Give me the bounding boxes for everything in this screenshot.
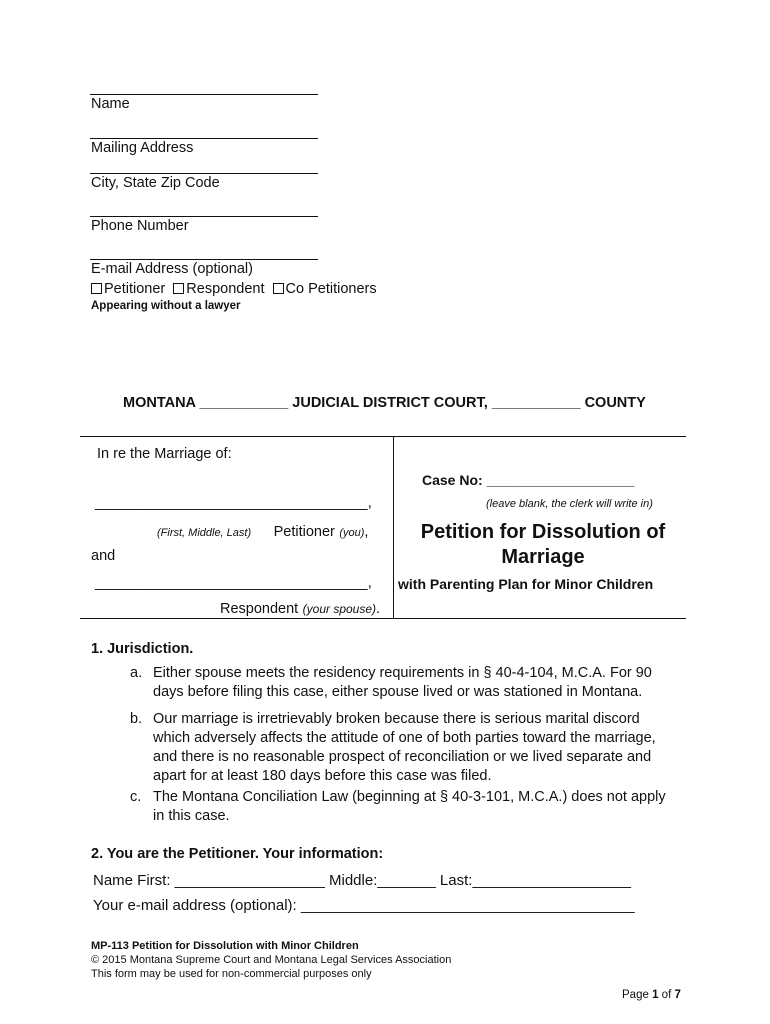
respondent-hint: (your spouse) <box>302 602 377 616</box>
mailing-address-line[interactable] <box>90 138 318 139</box>
appearing-note: Appearing without a lawyer <box>91 300 241 312</box>
case-number-blank[interactable]: ___________________ <box>486 472 635 488</box>
form-id: MP-113 Petition for Dissolution with Minor Children <box>91 940 359 952</box>
caption-divider <box>393 436 394 618</box>
case-number <box>422 472 635 488</box>
title-line-2: Marriage <box>501 546 585 568</box>
respondent-option[interactable]: Respondent <box>173 281 264 297</box>
phone-label: Phone Number <box>91 218 189 234</box>
respondent-name-line[interactable]: _________________________________, <box>95 575 372 591</box>
section-1-item-c: c. The Montana Conciliation Law (beginning at § 40-3-101, M.C.A.) does not apply in this case. <box>130 789 666 824</box>
phone-line[interactable] <box>90 216 318 217</box>
mailing-address-label: Mailing Address <box>91 140 194 156</box>
section-1-heading: 1. Jurisdiction. <box>91 641 194 657</box>
city-state-zip-label: City, State Zip Code <box>91 175 220 191</box>
petitioner-name-line[interactable]: _________________________________, <box>95 495 372 511</box>
petitioner-label: Petitioner <box>273 524 335 540</box>
name-line[interactable] <box>90 94 318 95</box>
section-1-item-b: b. Our marriage is irretrievably broken because there is serious marital discord which adversely affects the attitude of one of both parties toward the marriage, and there is no reasonable prospect of reconciliation or we lived separate and apart for at least 180 days before this case was filed. <box>130 711 656 784</box>
petitioner-email-row[interactable]: Your e-mail address (optional): ________________________________________ <box>93 897 635 914</box>
title-line-1: Petition for Dissolution of <box>420 521 666 543</box>
court-state: MONTANA <box>123 395 196 411</box>
petitioner-name-row[interactable]: Name First: __________________ Middle:_______ Last:___________________ <box>93 872 631 889</box>
document-title <box>400 520 686 570</box>
document-subtitle: with Parenting Plan for Minor Children <box>398 576 654 592</box>
respondent-label: Respondent <box>220 601 299 617</box>
district-blank[interactable]: ___________ <box>199 395 289 411</box>
petitioner-hint: (you) <box>339 527 365 539</box>
court-heading <box>123 395 646 411</box>
city-state-zip-line[interactable] <box>90 173 318 174</box>
co-petitioners-option[interactable]: Co Petitioners <box>273 281 377 297</box>
party-role-options <box>91 281 381 297</box>
email-label: E-mail Address (optional) <box>91 261 253 277</box>
section-1-item-a: a. Either spouse meets the residency requirements in § 40-4-104, M.C.A. For 90 days before filing this case, either spouse lived or was stationed in Montana. <box>130 665 652 700</box>
case-number-label: Case No: <box>422 472 483 488</box>
checkbox-icon[interactable] <box>91 283 102 294</box>
email-line[interactable] <box>90 259 318 260</box>
section-2-heading: 2. You are the Petitioner. Your information: <box>91 846 384 862</box>
and-label: and <box>91 548 116 564</box>
court-name: JUDICIAL DISTRICT COURT, <box>292 395 488 411</box>
page-number: Page 1 of 7 <box>622 989 681 1001</box>
respondent-caption-label: Respondent (your spouse). <box>220 601 381 617</box>
county-blank[interactable]: ___________ <box>491 395 581 411</box>
copyright: © 2015 Montana Supreme Court and Montana Legal Services Association <box>91 954 452 966</box>
case-number-hint: (leave blank, the clerk will write in) <box>486 498 653 510</box>
caption-bottom-rule <box>80 618 686 619</box>
name-order-hint: (First, Middle, Last) <box>157 527 252 539</box>
petitioner-caption-label: (First, Middle, Last) Petitioner (you), <box>157 524 369 540</box>
caption-top-rule <box>80 436 686 437</box>
in-re-label: In re the Marriage of: <box>97 446 232 462</box>
checkbox-icon[interactable] <box>173 283 184 294</box>
usage-notice: This form may be used for non-commercial purposes only <box>91 968 372 980</box>
checkbox-icon[interactable] <box>273 283 284 294</box>
petitioner-option[interactable]: Petitioner <box>91 281 165 297</box>
county-label: COUNTY <box>584 395 646 411</box>
name-label: Name <box>91 96 130 112</box>
